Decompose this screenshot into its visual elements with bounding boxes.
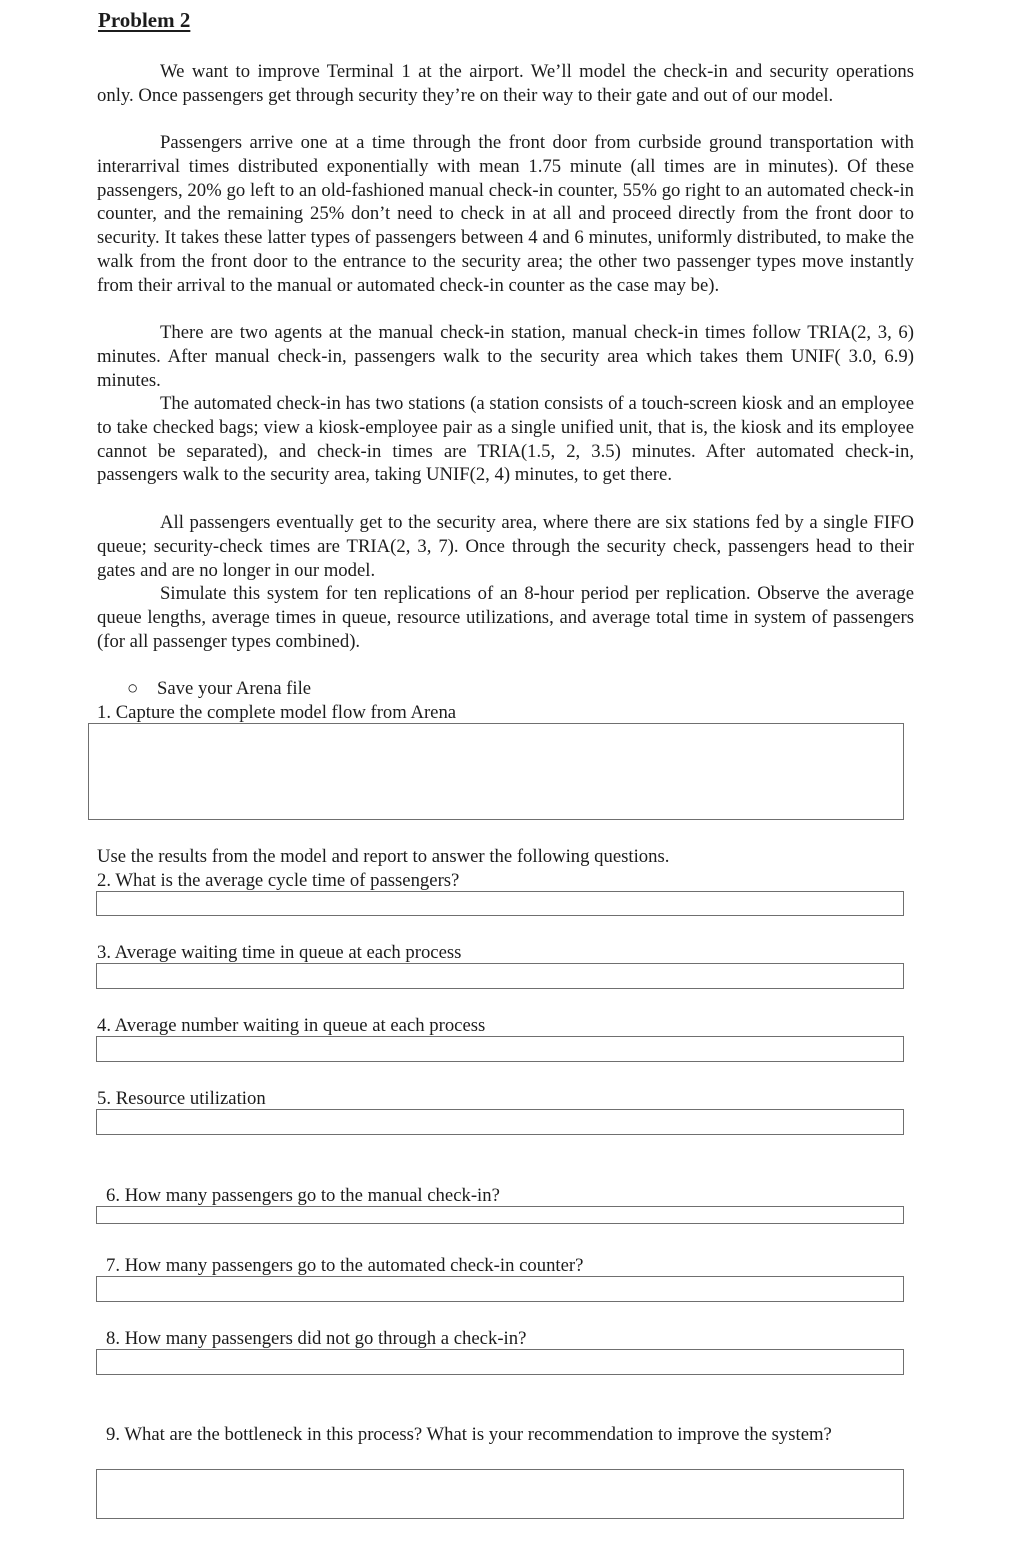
- answer-box-7[interactable]: [96, 1276, 904, 1302]
- question-8: 8. How many passengers did not go through a check-in?: [106, 1328, 527, 1349]
- question-1: 1. Capture the complete model flow from Arena: [97, 702, 457, 723]
- answer-box-9[interactable]: [96, 1469, 904, 1519]
- problem-title: Problem 2: [98, 8, 191, 32]
- answer-box-1[interactable]: [88, 723, 904, 820]
- answer-box-5[interactable]: [96, 1109, 904, 1135]
- question-4: 4. Average number waiting in queue at each process: [97, 1015, 486, 1036]
- instructions-text: Use the results from the model and report to answer the following questions.: [97, 846, 670, 867]
- question-5: 5. Resource utilization: [97, 1088, 266, 1109]
- question-9: 9. What are the bottleneck in this process? What is your recommendation to improve the system?: [106, 1424, 832, 1445]
- answer-box-6[interactable]: [96, 1206, 904, 1224]
- question-6: 6. How many passengers go to the manual check-in?: [106, 1185, 500, 1206]
- paragraph-security: All passengers eventually get to the security area, where there are six stations fed by a single FIFO queue; security-check times are TRIA(2, 3, 7). Once through the security check, passengers head to their gates and are no longer in our model.: [97, 512, 914, 581]
- paragraph-simulation: Simulate this system for ten replications of an 8-hour period per replication. Observe the average queue lengths, average times in queue, resource utilizations, and average total time in system of passengers (for all passenger types combined).: [97, 583, 914, 652]
- paragraph-arrivals: Passengers arrive one at a time through the front door from curbside ground transportation with interarrival times distributed exponentially with mean 1.75 minute (all times are in minutes). Of these passengers, 20% go left to an old-fashioned manual check-in counter, 55% go right to an automated check-in counter, and the remaining 25% don’t need to check in at all and proceed directly from the front door to security. It takes these latter types of passengers between 4 and 6 minutes, uniformly distributed, to make the walk from the front door to the entrance to the security area; the other two passenger types move instantly from their arrival to the manual or automated check-in counter as the case may be).: [97, 132, 914, 296]
- question-7: 7. How many passengers go to the automated check-in counter?: [106, 1255, 584, 1276]
- answer-box-8[interactable]: [96, 1349, 904, 1375]
- answer-box-3[interactable]: [96, 963, 904, 989]
- answer-box-2[interactable]: [96, 891, 904, 916]
- paragraph-intro: We want to improve Terminal 1 at the airport. We’ll model the check-in and security operations only. Once passengers get through security they’re on their way to their gate and out of our model.: [97, 61, 914, 106]
- bullet-text: Save your Arena file: [156, 678, 312, 699]
- paragraph-automated-checkin: The automated check-in has two stations (a station consists of a touch-screen kiosk and an employee to take checked bags; view a kiosk-employee pair as a single unified unit, that is, the kiosk and its employee cannot be separated), and check-in times are TRIA(1.5, 2, 3.5) minutes. After automated check-in, passengers walk to the security area, taking UNIF(2, 4) minutes, to get there.: [97, 393, 914, 486]
- paragraph-manual-checkin: There are two agents at the manual check-in station, manual check-in times follow TRIA(2, 3, 6) minutes. After manual check-in, passengers walk to the security area which takes them UNIF( 3.0, 6.9) minutes.: [97, 322, 914, 391]
- question-2: 2. What is the average cycle time of passengers?: [97, 870, 460, 891]
- question-3: 3. Average waiting time in queue at each process: [97, 942, 462, 963]
- answer-box-4[interactable]: [96, 1036, 904, 1062]
- bullet-save-arena: [127, 677, 311, 700]
- bullet-circle-icon: ○: [127, 678, 139, 699]
